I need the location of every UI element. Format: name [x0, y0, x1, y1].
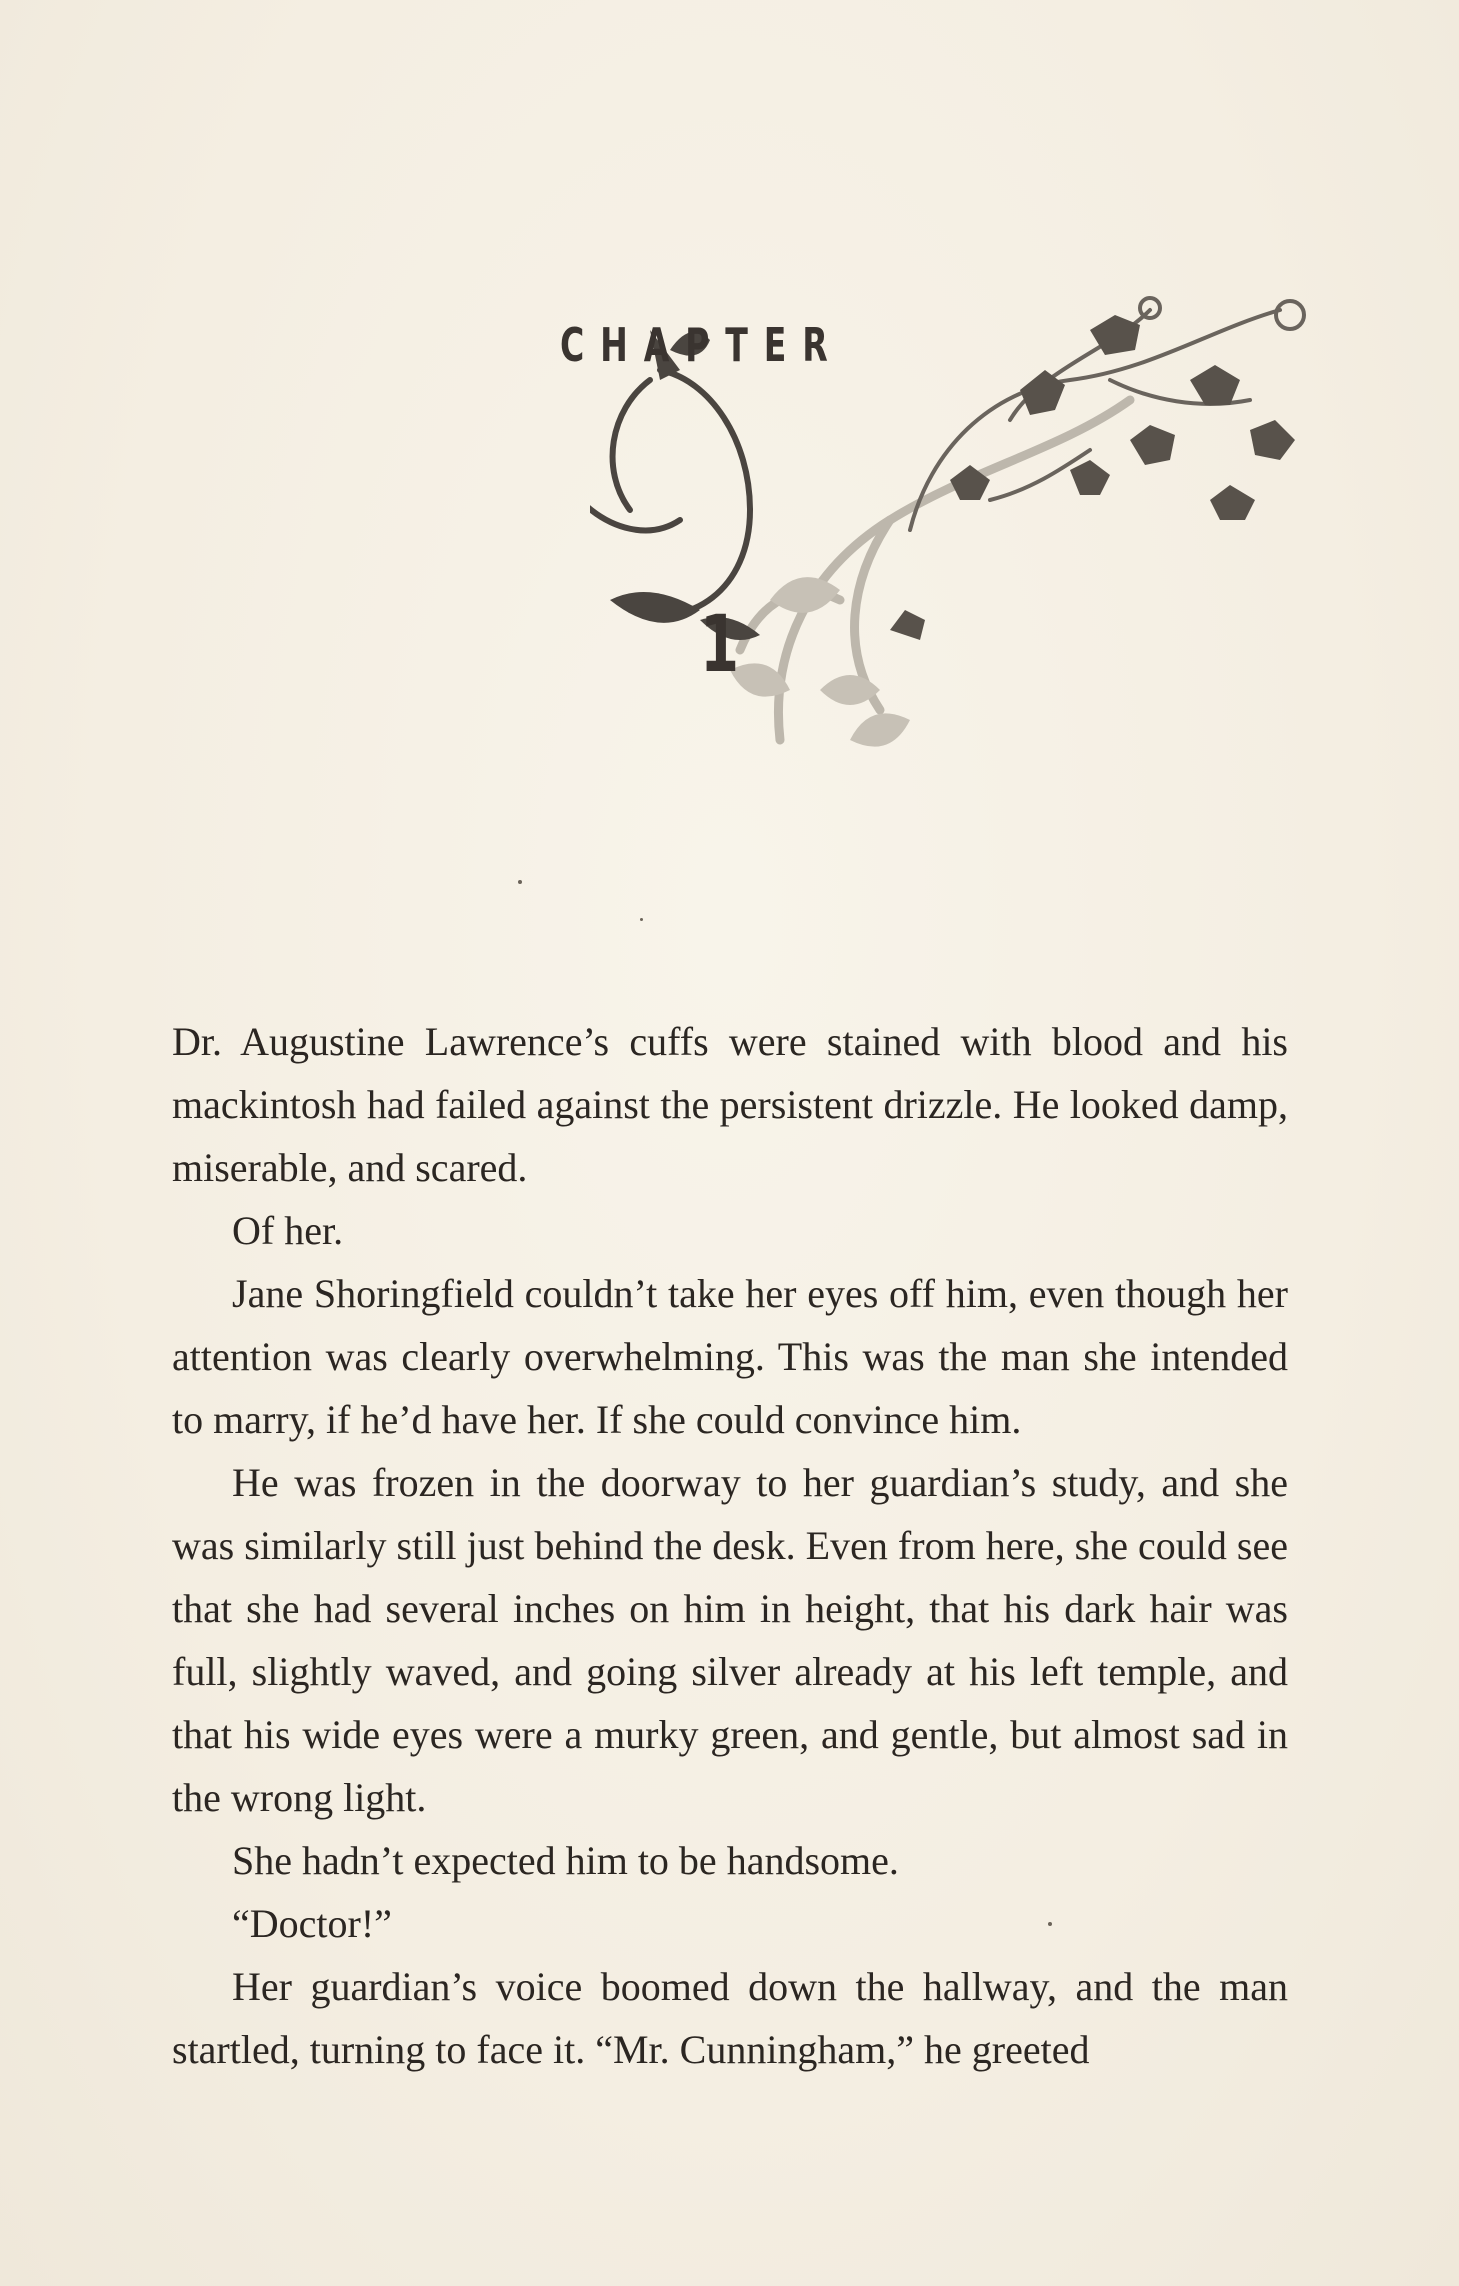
paragraph: Jane Shoringfield couldn’t take her eyes off him, even though her attention was clearly overwhelming. This was the man she intended to marry, if he’d have her. If she could convince him.	[172, 1271, 1288, 1442]
paragraph: Of her.	[232, 1208, 344, 1253]
chapter-body-text	[172, 1010, 1288, 2081]
paragraph: “Doctor!”	[232, 1901, 392, 1946]
chapter-number: 1	[700, 600, 740, 690]
paragraph: She hadn’t expected him to be handsome.	[232, 1838, 899, 1883]
paper-speck	[518, 880, 522, 884]
paper-speck	[1048, 1922, 1052, 1926]
paragraph: Dr. Augustine Lawrence’s cuffs were stained with blood and his mackintosh had failed against the persistent drizzle. He looked damp, miserable, and scared.	[172, 1019, 1288, 1190]
chapter-label: CHAPTER	[560, 318, 844, 372]
paragraph: He was frozen in the doorway to her guardian’s study, and she was similarly still just behind the desk. Even from here, she could see that she had several inches on him in height, that his dark hair was full, slightly waved, and going silver already at his left temple, and that his wide eyes were a murky green, and gentle, but almost sad in the wrong light.	[172, 1460, 1288, 1820]
paragraph: Her guardian’s voice boomed down the hallway, and the man startled, turning to face it. “Mr. Cunningham,” he greeted	[172, 1964, 1288, 2072]
paper-speck	[640, 918, 643, 921]
